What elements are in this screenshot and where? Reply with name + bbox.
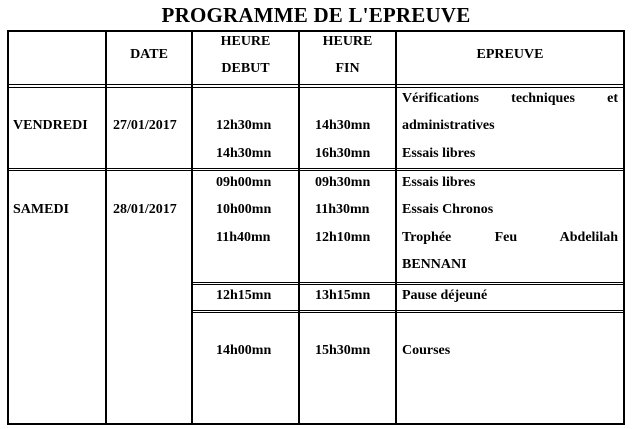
event-line: Vérifications techniques et	[402, 91, 618, 106]
column-divider	[395, 30, 397, 425]
start-time: 14h30mn	[216, 146, 272, 161]
start-time: 11h40mn	[216, 230, 271, 245]
table-border-top	[7, 30, 625, 32]
column-divider	[298, 30, 300, 425]
start-time: 10h00mn	[216, 202, 272, 217]
row-divider-double-top	[7, 84, 625, 85]
column-divider	[191, 30, 193, 425]
header-start-line1: HEURE	[220, 34, 271, 49]
end-time: 11h30mn	[315, 202, 370, 217]
row-divider	[191, 284, 625, 285]
end-time: 15h30mn	[315, 343, 371, 358]
row-divider	[7, 170, 625, 171]
table-border-bottom	[7, 423, 625, 425]
event-line: administratives	[402, 118, 495, 133]
page-title: PROGRAMME DE L'EPREUVE	[161, 3, 471, 27]
end-time: 09h30mn	[315, 175, 371, 190]
start-time: 14h00mn	[216, 343, 272, 358]
end-time: 13h15mn	[315, 288, 371, 303]
event-line: Essais libres	[402, 175, 476, 190]
row-divider	[7, 168, 625, 169]
header-event: EPREUVE	[476, 47, 544, 62]
row-divider	[191, 282, 625, 283]
event-line: Trophée Feu Abdelilah	[402, 230, 618, 245]
event-line: BENNANI	[402, 257, 467, 272]
date-cell: 28/01/2017	[113, 202, 177, 217]
header-end-line1: HEURE	[322, 34, 373, 49]
row-divider-double-bottom	[7, 87, 625, 88]
day-cell: SAMEDI	[13, 202, 70, 217]
column-divider	[105, 30, 107, 425]
end-time: 12h10mn	[315, 230, 371, 245]
row-divider	[191, 312, 625, 313]
table-border-left	[7, 30, 9, 425]
event-line: Pause déjeuné	[402, 288, 488, 303]
header-start-line2: DEBUT	[221, 61, 270, 76]
event-line: Essais libres	[402, 146, 476, 161]
start-time: 12h15mn	[216, 288, 272, 303]
header-date: DATE	[130, 47, 168, 62]
day-cell: VENDREDI	[13, 118, 88, 133]
start-time: 09h00mn	[216, 175, 272, 190]
start-time: 12h30mn	[216, 118, 272, 133]
date-cell: 27/01/2017	[113, 118, 177, 133]
row-divider	[191, 310, 625, 311]
event-line: Courses	[402, 343, 451, 358]
event-line: Essais Chronos	[402, 202, 494, 217]
header-end-line2: FIN	[335, 61, 360, 76]
table-border-right	[623, 30, 625, 425]
end-time: 16h30mn	[315, 146, 371, 161]
end-time: 14h30mn	[315, 118, 371, 133]
